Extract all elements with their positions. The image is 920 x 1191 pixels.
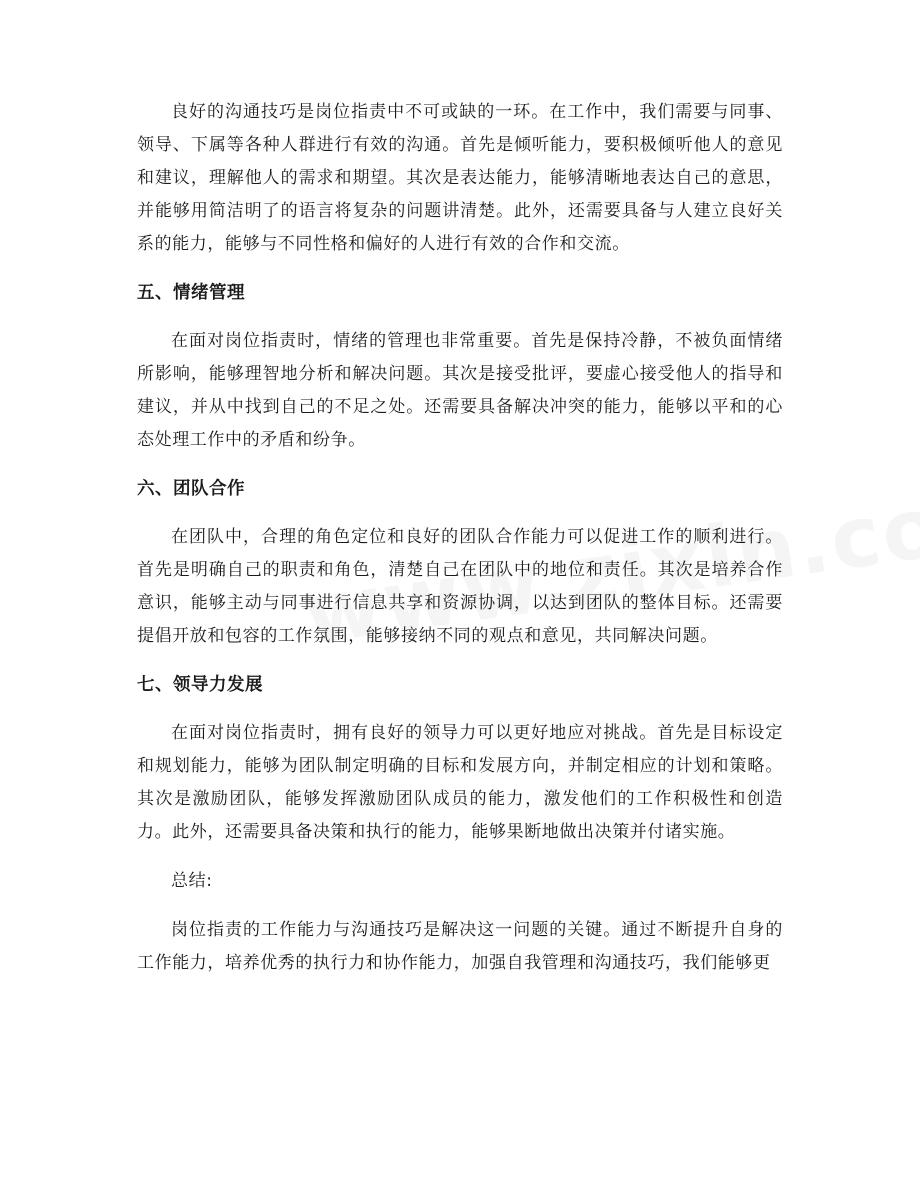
heading-emotion-management: 五、情绪管理 (137, 283, 245, 303)
paragraph-communication: 良好的沟通技巧是岗位指责中不可或缺的一环。在工作中，我们需要与同事、领导、下属等各种人群进行有效的沟通。首先是倾听能力，要积极倾听他人的意见和建议，理解他人的需求和期望。其次是表达能力，能够清晰地表达自己的意思，并能够用简洁明了的语言将复杂的问题讲清楚。此外，还需要具备与人建立良好关系的能力，能够与不同性格和偏好的人进行有效的合作和交流。 (137, 102, 783, 254)
heading-leadership: 七、领导力发展 (137, 675, 263, 695)
paragraph-summary: 岗位指责的工作能力与沟通技巧是解决这一问题的关键。通过不断提升自身的工作能力，培养优秀的执行力和协作能力，加强自我管理和沟通技巧，我们能够更 (137, 920, 783, 973)
paragraph-emotion-management: 在面对岗位指责时，情绪的管理也非常重要。首先是保持冷静，不被负面情绪所影响，能够理智地分析和解决问题。其次是接受批评，要虚心接受他人的指导和建议，并从中找到自己的不足之处。还需要具备解决冲突的能力，能够以平和的心态处理工作中的矛盾和纷争。 (137, 331, 783, 450)
heading-teamwork: 六、团队合作 (137, 479, 245, 499)
paragraph-leadership: 在面对岗位指责时，拥有良好的领导力可以更好地应对挑战。首先是目标设定和规划能力，能够为团队制定明确的目标和发展方向，并制定相应的计划和策略。其次是激励团队，能够发挥激励团队成员的能力，激发他们的工作积极性和创造力。此外，还需要具备决策和执行的能力，能够果断地做出决策并付诸实施。 (137, 723, 783, 842)
paragraph-teamwork: 在团队中，合理的角色定位和良好的团队合作能力可以促进工作的顺利进行。首先是明确自己的职责和角色，清楚自己在团队中的地位和责任。其次是培养合作意识，能够主动与同事进行信息共享和资源协调，以达到团队的整体目标。还需要提倡开放和包容的工作氛围，能够接纳不同的观点和意见，共同解决问题。 (137, 527, 783, 646)
document-body (137, 96, 783, 980)
summary-label: 总结: (171, 871, 213, 891)
